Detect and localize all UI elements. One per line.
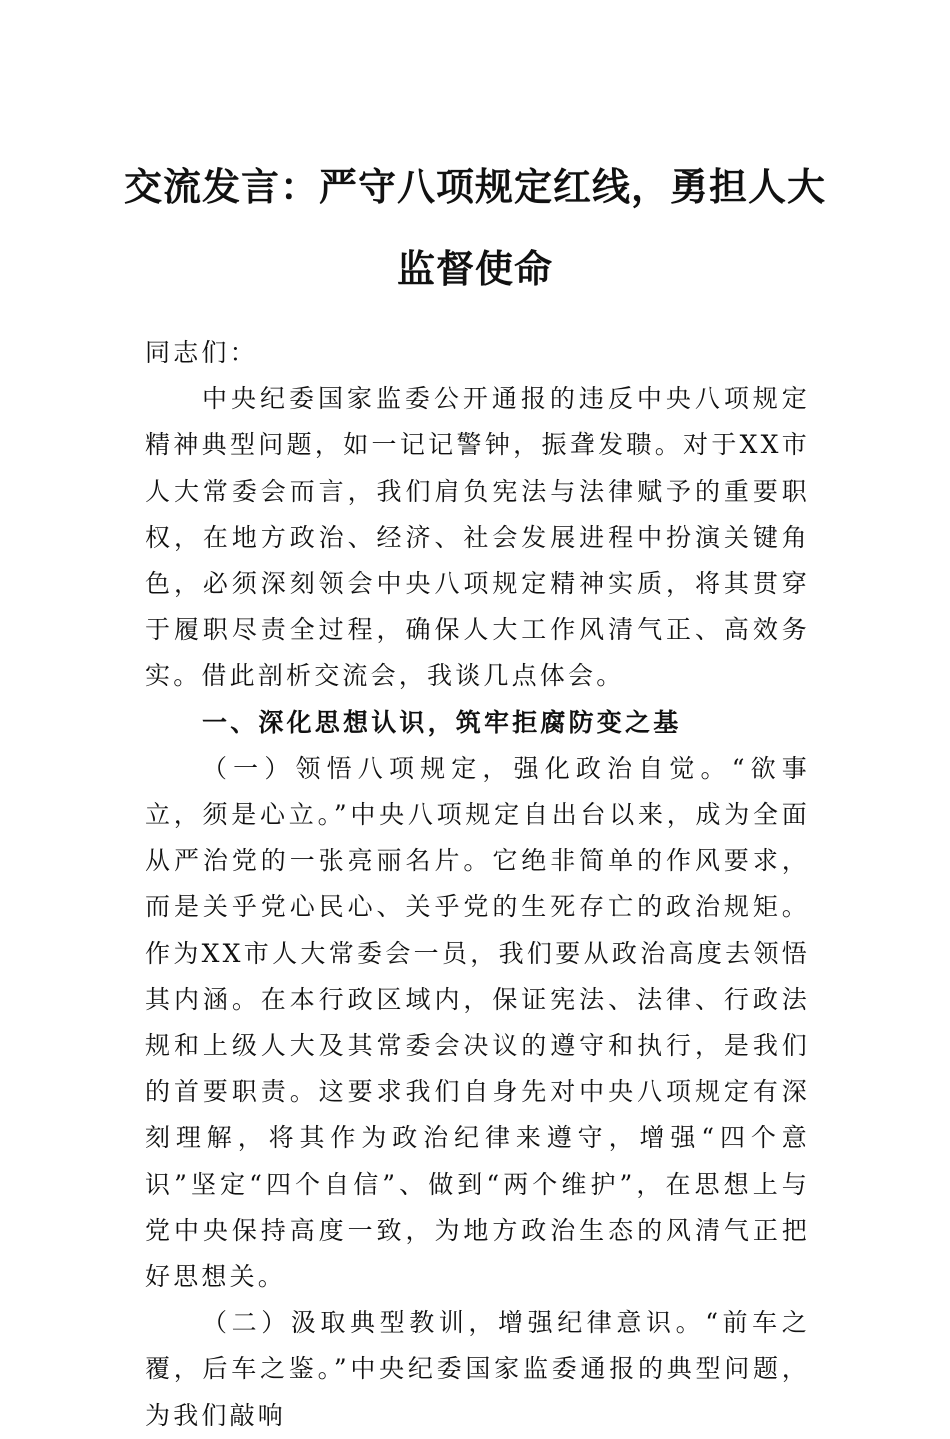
salutation: 同志们：: [145, 338, 258, 367]
subsection-paragraph-2: [145, 1300, 810, 1439]
subsection-text-2: “前车之覆，后车之鉴。”中央纪委国家监委通报的典型问题，为我们敲响: [145, 1308, 810, 1430]
intro-paragraph: 中央纪委国家监委公开通报的违反中央八项规定精神典型问题，如一记记警钟，振聋发聩。对于XX市人大常委会而言，我们肩负宪法与法律赋予的重要职权，在地方政治、经济、社会发展进程中扮演关键角色，必须深刻领会中央八项规定精神实质，将其贯穿于履职尽责全过程，确保人大工作风清气正、高效务实。借此剖析交流会，我谈几点体会。: [145, 384, 810, 691]
subsection-lead-1: （一）领悟八项规定，强化政治自觉。: [202, 753, 732, 783]
document-title: [110, 146, 840, 310]
title-line-1: 交流发言：严守八项规定红线，勇担人大: [123, 165, 826, 209]
section-heading-1: 一、深化思想认识，筑牢拒腐防变之基: [202, 707, 682, 737]
subsection-lead-2: （二）汲取典型教训，增强纪律意识。: [202, 1308, 706, 1338]
subsection-paragraph-1: [145, 746, 810, 1300]
title-line-2: 监督使命: [396, 247, 553, 291]
subsection-text-1: “欲事立，须是心立。”中央八项规定自出台以来，成为全面从严治党的一张亮丽名片。它绝非简单的作风要求，而是关乎党心民心、关乎党的生死存亡的政治规矩。作为XX市人大常委会一员，我们要从政治高度去领悟其内涵。在本行政区域内，保证宪法、法律、行政法规和上级人大及其常委会决议的遵守和执行，是我们的首要职责。这要求我们自身先对中央八项规定有深刻理解，将其作为政治纪律来遵守，增强“四个意识”坚定“四个自信”、做到“两个维护”，在思想上与党中央保持高度一致，为地方政治生态的风清气正把好思想关。: [145, 753, 811, 1292]
document-body: [145, 330, 810, 1439]
